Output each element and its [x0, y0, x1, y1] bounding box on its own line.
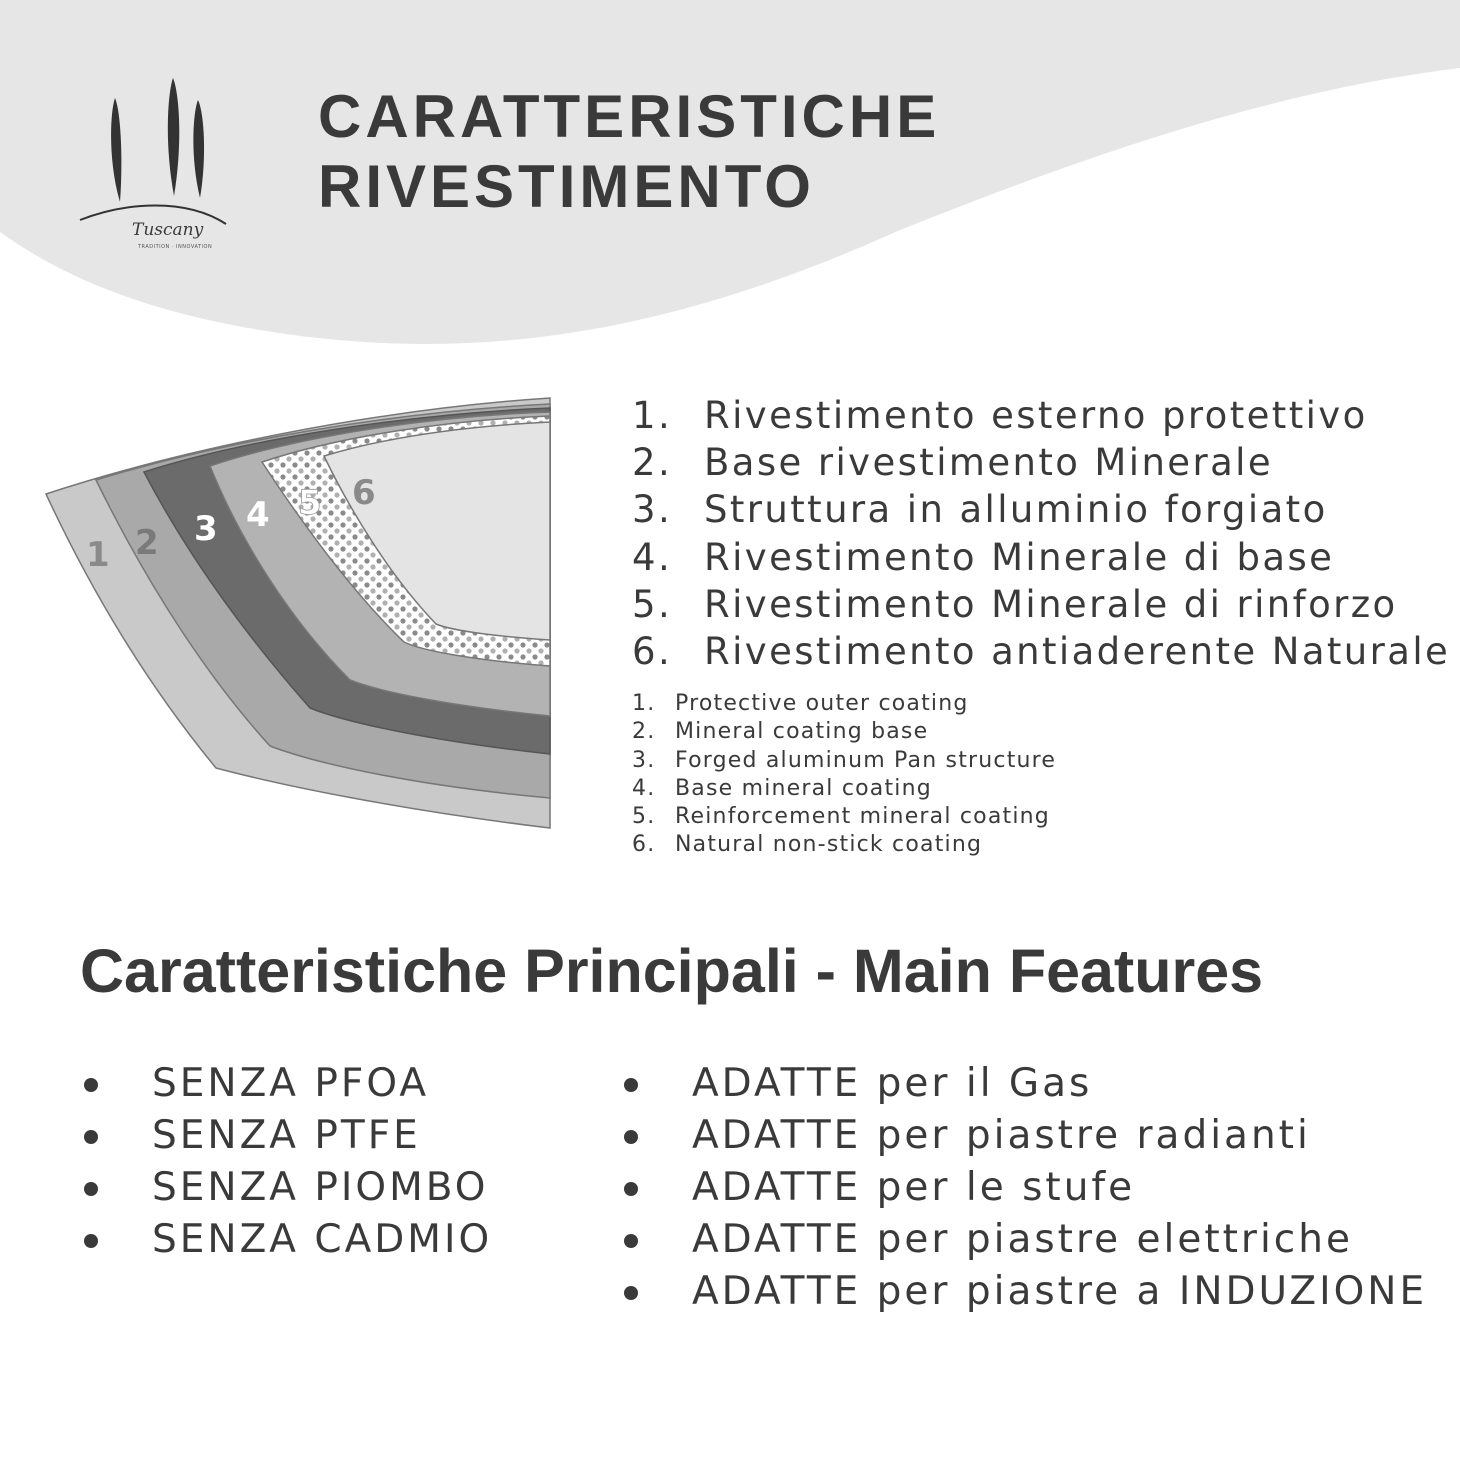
list-item: 6. Natural non-stick coating	[632, 832, 983, 858]
features-title: Caratteristiche Principali - Main Features	[80, 937, 1264, 1005]
bullet-icon	[624, 1130, 638, 1144]
diagram-label-3: 3	[194, 509, 218, 549]
list-item: 4. Base mineral coating	[632, 775, 932, 801]
list-item: 5. Reinforcement mineral coating	[632, 804, 1050, 830]
list-item: 5. Rivestimento Minerale di rinforzo	[632, 582, 1398, 626]
list-item: SENZA PTFE	[84, 1110, 492, 1162]
list-item: 2. Mineral coating base	[632, 719, 929, 745]
bullet-icon	[624, 1078, 638, 1092]
pan-layers-diagram	[40, 390, 560, 840]
list-item: 4. Rivestimento Minerale di base	[632, 535, 1335, 579]
diagram-label-2: 2	[135, 523, 159, 563]
list-item: ADATTE per le stufe	[624, 1162, 1427, 1214]
bullet-icon	[624, 1286, 638, 1300]
list-item: ADATTE per piastre a INDUZIONE	[624, 1266, 1427, 1318]
bullet-icon	[84, 1130, 98, 1144]
brand-logo	[76, 72, 236, 262]
list-item: SENZA CADMIO	[84, 1214, 492, 1266]
list-item: ADATTE per il Gas	[624, 1058, 1427, 1110]
diagram-label-5: 5	[298, 483, 322, 523]
diagram-label-6: 6	[352, 473, 376, 513]
list-item: ADATTE per piastre elettriche	[624, 1214, 1427, 1266]
list-item: 2. Base rivestimento Minerale	[632, 441, 1273, 485]
page-title	[318, 82, 940, 222]
features-list-right	[624, 1058, 1427, 1318]
bullet-icon	[84, 1234, 98, 1248]
diagram-label-1: 1	[86, 535, 110, 575]
title-line-1: CARATTERISTICHE	[318, 83, 941, 150]
layers-list-english	[632, 690, 1056, 860]
bullet-icon	[84, 1182, 98, 1196]
list-item: 3. Struttura in alluminio forgiato	[632, 488, 1328, 532]
list-item: 1. Rivestimento esterno protettivo	[632, 394, 1368, 437]
brand-tagline: TRADITION · INNOVATION	[138, 244, 213, 250]
list-item: 3. Forged aluminum Pan structure	[632, 747, 1057, 773]
list-item: 6. Rivestimento antiaderente Naturale	[632, 630, 1451, 674]
list-item: ADATTE per piastre radianti	[624, 1110, 1427, 1162]
bullet-icon	[84, 1078, 98, 1092]
list-item: SENZA PIOMBO	[84, 1162, 492, 1214]
title-line-2: RIVESTIMENTO	[318, 153, 815, 220]
list-item: 1. Protective outer coating	[632, 691, 969, 716]
diagram-label-4: 4	[246, 495, 270, 535]
bullet-icon	[624, 1182, 638, 1196]
bullet-icon	[624, 1234, 638, 1248]
brand-name: Tuscany	[132, 220, 204, 240]
layers-list-italian	[632, 392, 1450, 675]
features-list-left	[84, 1058, 492, 1266]
list-item: SENZA PFOA	[84, 1058, 492, 1110]
